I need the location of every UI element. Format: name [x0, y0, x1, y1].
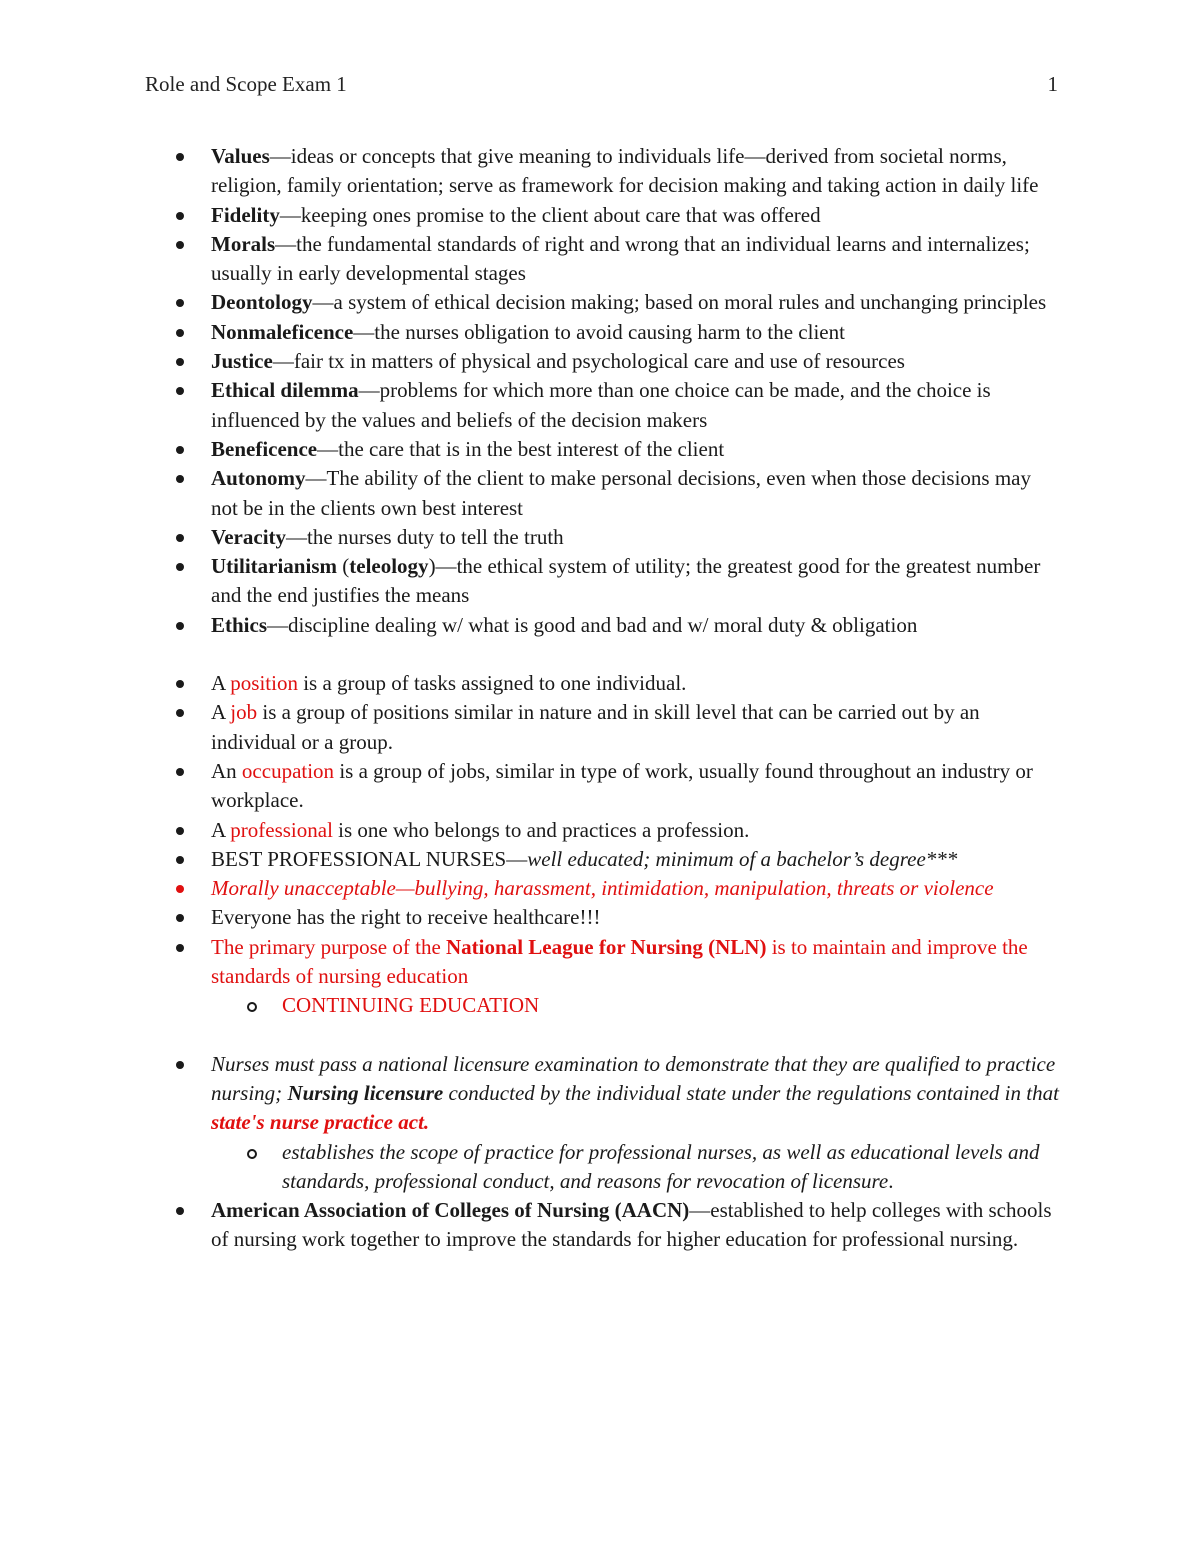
sub-item-practice-act: establishes the scope of practice for professional nurses, as well as educational levels and standards, professional conduct, and reasons for revocation of licensure.: [0, 1138, 1200, 1197]
term-alt: teleology: [349, 554, 429, 579]
list-item-values: Values—ideas or concepts that give meaning to individuals life—derived from societal norms, religion, family orientation; serve as framework for decision making and taking action in daily life: [0, 142, 1200, 201]
list-item-deontology: Deontology—a system of ethical decision making; based on moral rules and unchanging principles: [0, 288, 1200, 317]
list-item-beneficence: Beneficence—the care that is in the best interest of the client: [0, 435, 1200, 464]
sub-item-continuing-education: CONTINUING EDUCATION: [0, 991, 1200, 1020]
list-item-justice: Justice—fair tx in matters of physical and psychological care and use of resources: [0, 347, 1200, 376]
list-item-occupation: An occupation is a group of jobs, similar in type of work, usually found throughout an industry or workplace.: [0, 757, 1200, 816]
list-item-licensure: Nurses must pass a national licensure examination to demonstrate that they are qualified to practice nursing; Nursing licensure conducted by the individual state under the regulations contained in that state's nurse practice act.: [0, 1050, 1200, 1138]
definition: the care that is in the best interest of the client: [338, 436, 725, 461]
list-item-ethics: Ethics—discipline dealing w/ what is good and bad and w/ moral duty & obligation: [0, 611, 1200, 640]
list-item-fidelity: Fidelity—keeping ones promise to the client about care that was offered: [0, 201, 1200, 230]
definition: a system of ethical decision making; based on moral rules and unchanging principles: [333, 290, 1047, 315]
list-item-autonomy: Autonomy—The ability of the client to make personal decisions, even when those decisions may not be in the clients own best interest: [0, 464, 1200, 523]
definition: the nurses duty to tell the truth: [307, 524, 564, 549]
definition: fair tx in matters of physical and psychological care and use of resources: [293, 349, 905, 374]
page-number: 1: [1047, 72, 1058, 96]
organization: National League for Nursing (NLN): [446, 934, 767, 959]
list-item-nonmaleficence: Nonmaleficence—the nurses obligation to avoid causing harm to the client: [0, 318, 1200, 347]
term: Autonomy: [211, 466, 306, 491]
term: Fidelity: [211, 202, 280, 227]
list-item-morally-unacceptable: Morally unacceptable—bullying, harassment, intimidation, manipulation, threats or violence: [0, 874, 1200, 903]
keyword: occupation: [241, 758, 335, 783]
keyword: job: [230, 700, 258, 725]
list-item-veracity: Veracity—the nurses duty to tell the truth: [0, 523, 1200, 552]
keyword: position: [230, 671, 298, 696]
keyword: professional: [230, 817, 333, 842]
term: Beneficence: [211, 436, 318, 461]
term: Ethics: [211, 612, 268, 637]
document-title: Role and Scope Exam 1: [145, 72, 347, 96]
term: Ethical dilemma: [211, 378, 359, 403]
definition: keeping ones promise to the client about care that was offered: [300, 202, 821, 227]
definition: The ability of the client to make personal decisions, even when those decisions may not be in the clients own best interest: [211, 466, 1031, 520]
definition: the nurses obligation to avoid causing harm to the client: [374, 319, 845, 344]
definition: the fundamental standards of right and wrong that an individual learns and internalizes; usually in early developmental stages: [211, 231, 1030, 286]
list-item-ethical-dilemma: Ethical dilemma—problems for which more than one choice can be made, and the choice is influenced by the values and beliefs of the decision makers: [0, 376, 1200, 435]
list-item-best-nurses: BEST PROFESSIONAL NURSES—well educated; minimum of a bachelor’s degree***: [0, 845, 1200, 874]
list-item-utilitarianism: Utilitarianism (teleology)—the ethical system of utility; the greatest good for the greatest number and the end justifies the means: [0, 552, 1200, 611]
keyword: state's nurse practice act.: [211, 1110, 430, 1135]
document-body: [0, 142, 1200, 1255]
list-item-aacn: American Association of Colleges of Nursing (AACN)—established to help colleges with schools of nursing work together to improve the standards for higher education for professional nursing.: [0, 1196, 1200, 1255]
definition: discipline dealing w/ what is good and bad and w/ moral duty & obligation: [288, 612, 918, 637]
term: Values: [211, 144, 270, 168]
definition: problems for which more than one choice can be made, and the choice is influenced by the values and beliefs of the decision makers: [211, 378, 991, 432]
list-item-morals: Morals—the fundamental standards of right and wrong that an individual learns and internalizes; usually in early developmental stages: [0, 230, 1200, 289]
term: Morals: [211, 231, 276, 256]
definition: the ethical system of utility; the greatest good for the greatest number and the end justifies the means: [211, 554, 1041, 608]
list-item-nln: The primary purpose of the National League for Nursing (NLN) is to maintain and improve the standards of nursing education: [0, 933, 1200, 992]
term: Utilitarianism: [211, 554, 337, 579]
keyword: Nursing licensure: [287, 1080, 444, 1105]
term: Nonmaleficence: [211, 319, 354, 344]
list-item-professional: A professional is one who belongs to and practices a profession.: [0, 816, 1200, 845]
list-item-job: A job is a group of positions similar in nature and in skill level that can be carried out by an individual or a group.: [0, 698, 1200, 757]
term: Justice: [211, 349, 273, 374]
list-item-position: A position is a group of tasks assigned to one individual.: [0, 669, 1200, 698]
definition: ideas or concepts that give meaning to individuals life—derived from societal norms, religion, family orientation; serve as framework for decision making and taking action in daily life: [211, 144, 1039, 198]
page-header: [145, 72, 1058, 102]
organization: American Association of Colleges of Nursing (AACN): [211, 1198, 690, 1223]
list-item-everyone: Everyone has the right to receive healthcare!!!: [0, 903, 1200, 932]
term: Veracity: [211, 524, 287, 549]
term: Deontology: [211, 290, 313, 315]
